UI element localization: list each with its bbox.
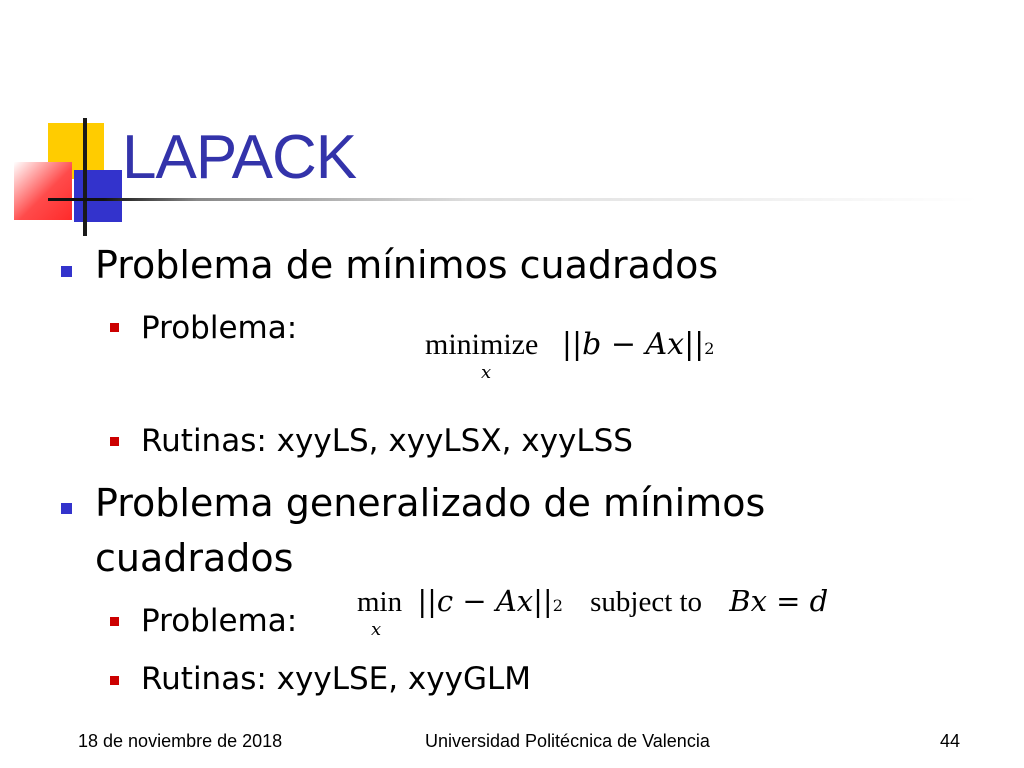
decor-blue-square (74, 170, 122, 222)
formula-2-operator: min (357, 586, 403, 618)
bullet-icon (61, 266, 72, 277)
bullet-1-text: Problema de mínimos cuadrados (95, 243, 719, 287)
formula-generalized-least-squares (357, 583, 828, 624)
formula-2-norm: ||c − Ax|| (417, 584, 553, 618)
bullet-2-text-line-1: Problema generalizado de mínimos (95, 481, 766, 525)
bullet-2-sub-1-text: Problema: (141, 603, 298, 639)
formula-1-operator: minimize (425, 328, 539, 361)
footer-date: 18 de noviembre de 2018 (78, 731, 283, 751)
formula-2-under: x (371, 619, 382, 640)
formula-2-constraint: Bx = d (729, 584, 829, 618)
sub-bullet-icon (110, 617, 119, 626)
formula-least-squares (425, 327, 714, 367)
sub-bullet-icon (110, 676, 119, 685)
bullet-1-sub-1-text: Problema: (141, 310, 298, 346)
decor-red-square (14, 162, 72, 220)
footer-institution: Universidad Politécnica de Valencia (425, 731, 710, 751)
sub-bullet-icon (110, 323, 119, 332)
formula-1-under: x (481, 362, 492, 383)
slide-title: LAPACK (122, 123, 357, 192)
decor-vertical-line (83, 118, 87, 236)
formula-1-norm: ||b − Ax|| (561, 327, 705, 362)
sub-bullet-icon (110, 437, 119, 446)
decor-title-underline (48, 198, 978, 201)
formula-2-subject-to: subject to (590, 586, 703, 618)
bullet-2-sub-2-text: Rutinas: xyyLSE, xyyGLM (141, 661, 532, 697)
formula-1-norm-sub: 2 (704, 339, 715, 358)
formula-2-norm-sub: 2 (552, 596, 563, 615)
bullet-1-sub-2-text: Rutinas: xyyLS, xyyLSX, xyyLSS (141, 423, 633, 459)
footer-page-number: 44 (940, 731, 961, 751)
bullet-icon (61, 503, 72, 514)
bullet-2-text-line-2: cuadrados (95, 536, 294, 580)
